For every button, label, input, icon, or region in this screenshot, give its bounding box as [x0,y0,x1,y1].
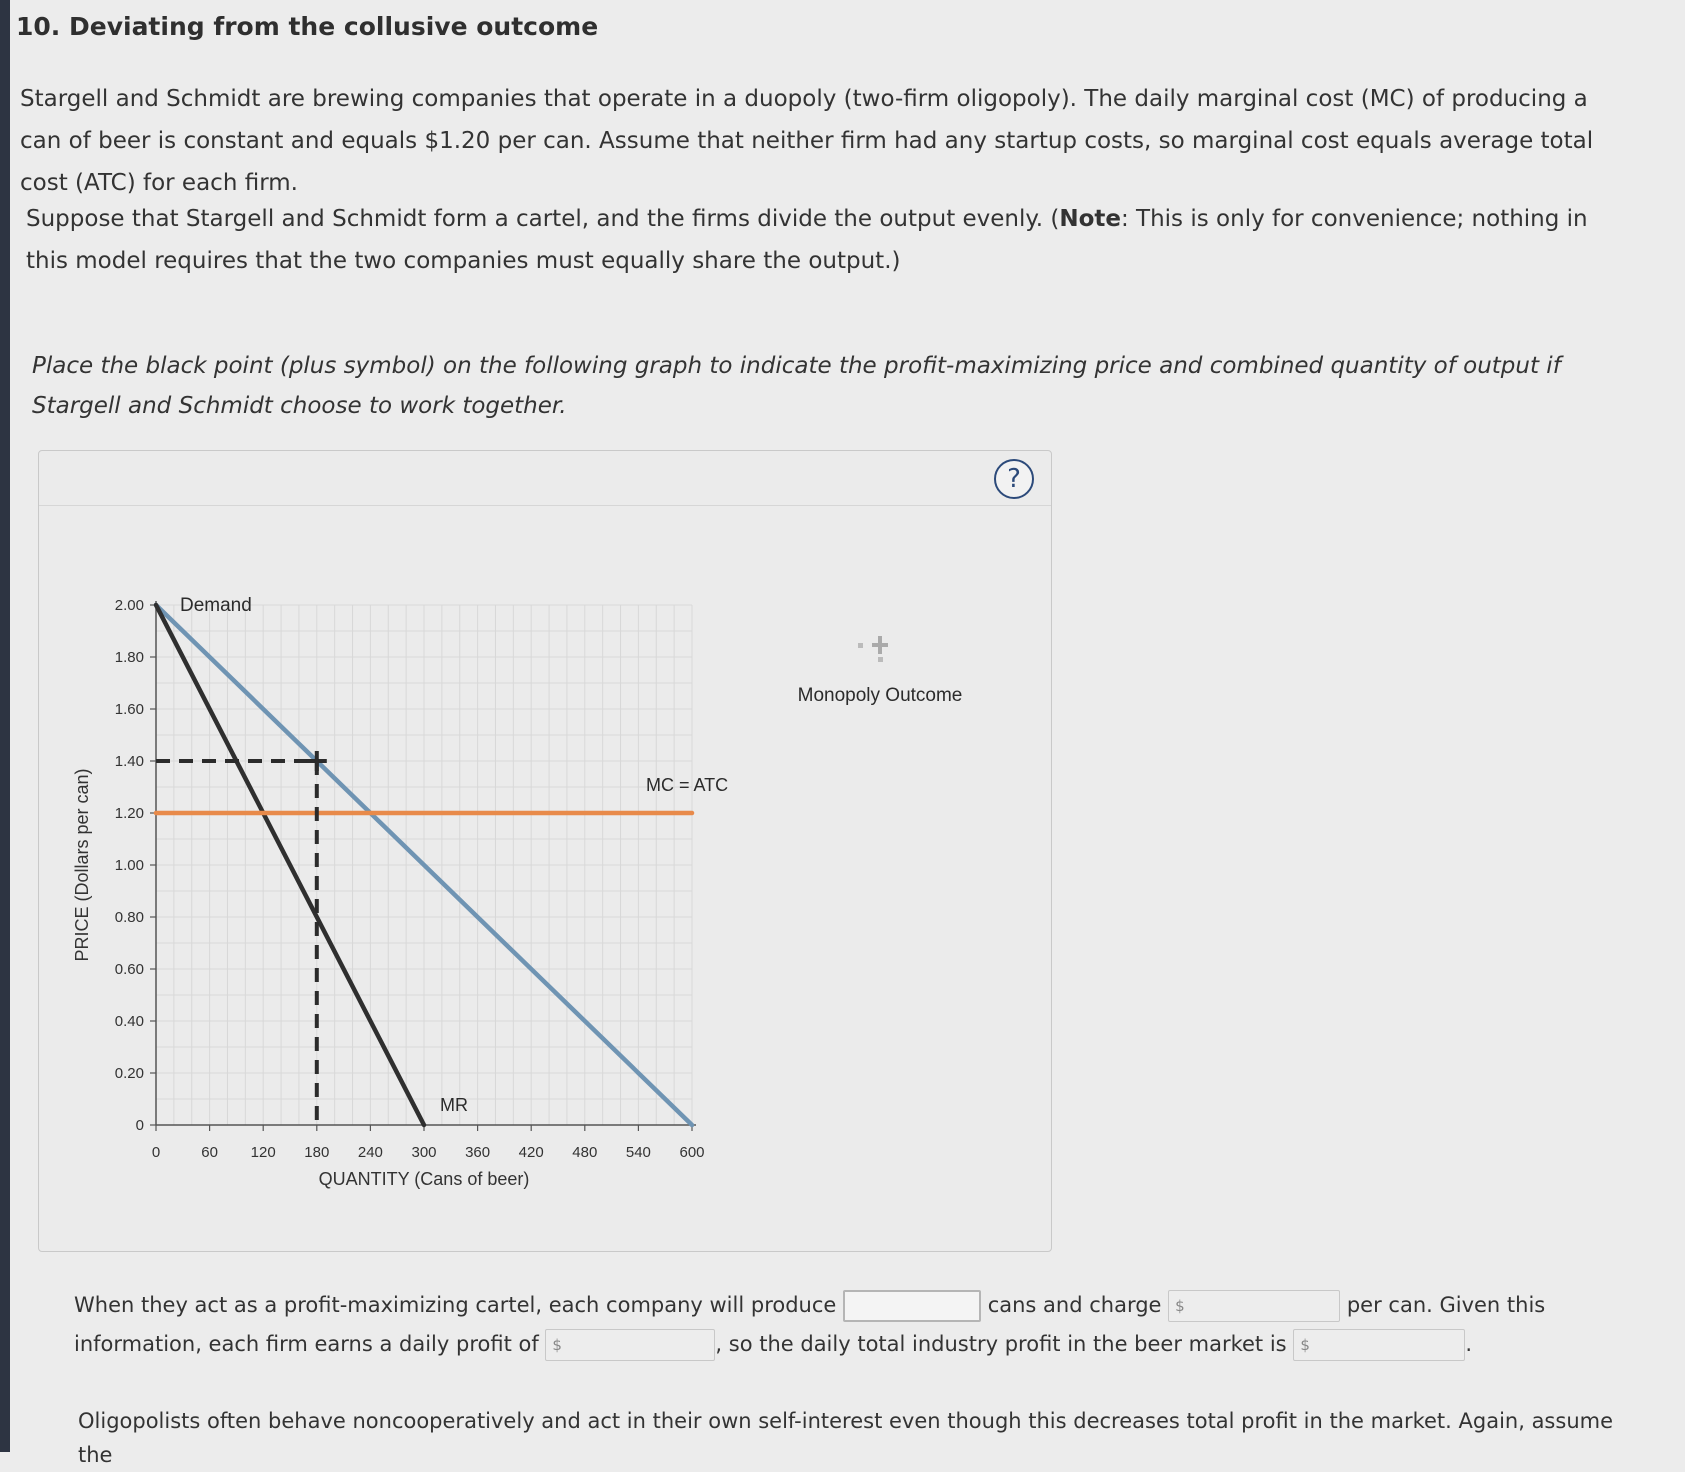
x-tick-label: 120 [250,1144,276,1161]
x-tick-label: 300 [411,1144,437,1161]
x-tick-label: 180 [304,1144,330,1161]
demand-label: Demand [180,595,252,616]
question-title: 10. Deviating from the collusive outcome [16,12,599,41]
y-tick-label: 1.40 [114,753,144,770]
y-tick-label: 0.80 [114,909,144,926]
firm-profit-input[interactable] [545,1329,715,1361]
answer-text-4: , so the daily total industry profit in the beer market is [715,1332,1287,1356]
monopoly-outcome-palette-icon[interactable] [858,636,888,662]
answer-text-3: per can. Given this information, each firm earns a daily profit of [74,1293,1546,1356]
x-tick-label: 60 [201,1144,218,1161]
answer-text-1: When they act as a profit-maximizing cartel, each company will produce [74,1293,837,1317]
intro-paragraph: Stargell and Schmidt are brewing companies that operate in a duopoly (two-firm oligopoly). The daily marginal cost (MC) of producing a can of beer is constant and equals $1.20 per can. Assume that neither firm had any startup costs, so marginal cost equals average total cost (ATC) for each firm. [20,86,1594,196]
cartel-paragraph-end: : This is only for convenience; nothing in this model requires that the two companies must equally share the output.) [26,206,1588,274]
chart-labels [72,595,728,1189]
mr-label: MR [440,1095,468,1115]
note-label: Note [1059,206,1121,232]
answer-section [74,1286,1634,1364]
window-edge [0,0,10,1452]
y-tick-label: 0.60 [114,961,144,978]
x-tick-label: 0 [151,1144,161,1161]
y-tick-label: 0.20 [114,1065,144,1082]
mc-atc-label: MC = ATC [646,775,729,795]
cartel-paragraph [26,198,1606,282]
y-tick-label: 1.60 [114,701,144,718]
x-axis-title: QUANTITY (Cans of beer) [318,1169,530,1189]
price-quantity-chart [38,450,1050,1250]
help-button[interactable]: ? [994,459,1034,499]
industry-profit-input[interactable] [1293,1329,1465,1361]
point-palette [798,636,963,706]
x-tick-label: 240 [357,1144,383,1161]
total-currency: $ [1300,1336,1310,1354]
y-tick-label: 1.20 [114,805,144,822]
x-tick-label: 480 [572,1144,598,1161]
profit-currency: $ [552,1336,562,1354]
oligopoly-paragraph: Oligopolists often behave noncooperatively and act in their own self-interest even though this decreases total profit in the market. Again, assume the [78,1409,1613,1467]
price-input[interactable] [1168,1290,1340,1322]
y-tick-label: 1.00 [114,857,144,874]
price-currency: $ [1175,1297,1185,1315]
y-tick-label: 2.00 [114,597,144,614]
x-tick-label: 420 [518,1144,544,1161]
answer-text-2: cans and charge [987,1293,1162,1317]
x-tick-label: 600 [679,1144,705,1161]
palette-label: Monopoly Outcome [797,685,963,706]
quantity-per-firm-input[interactable] [843,1290,981,1322]
y-tick-label: 0 [135,1117,144,1134]
x-tick-label: 360 [465,1144,491,1161]
palette-dot [858,643,863,648]
y-tick-label: 1.80 [114,649,144,666]
palette-dot [878,657,883,662]
y-tick-label: 0.40 [114,1013,144,1030]
x-tick-label: 540 [625,1144,651,1161]
answer-text-5: . [1465,1332,1472,1356]
cartel-paragraph-start: Suppose that Stargell and Schmidt form a cartel, and the firms divide the output evenly. ( [26,206,1060,232]
instruction-paragraph: Place the black point (plus symbol) on the following graph to indicate the profit-maximizing price and combined quantity of output if Stargell and Schmidt choose to work together. [32,353,1561,419]
y-axis-title: PRICE (Dollars per can) [72,768,92,962]
